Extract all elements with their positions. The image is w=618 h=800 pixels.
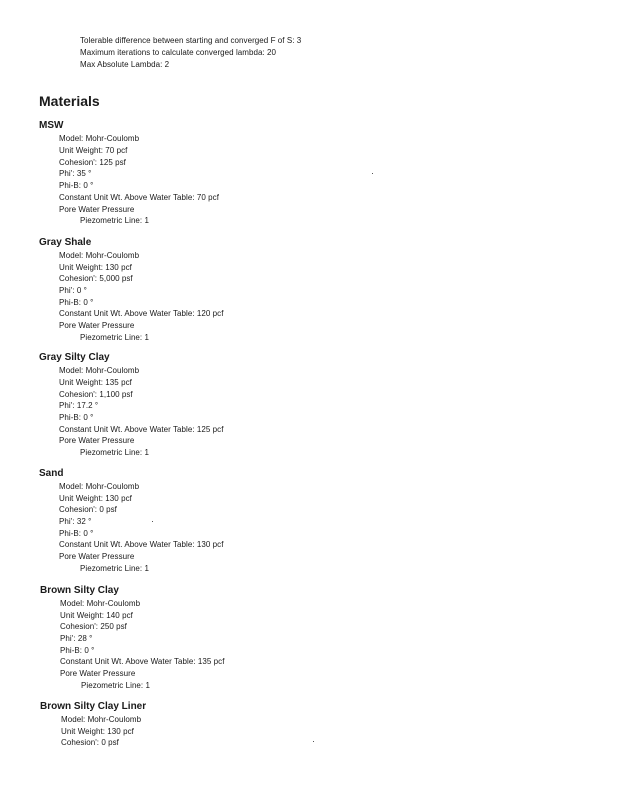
material-pore-water: Pore Water Pressure (59, 321, 135, 330)
material-constant-unit-wt: Constant Unit Wt. Above Water Table: 130 pcf (59, 540, 224, 549)
material-model: Model: Mohr-Coulomb (59, 482, 140, 491)
material-model: Model: Mohr-Coulomb (60, 599, 141, 608)
material-title: Brown Silty Clay (40, 585, 119, 596)
header-line: Tolerable difference between starting and converged F of S: 3 (80, 36, 302, 45)
material-unit-weight: Unit Weight: 130 pcf (61, 727, 134, 736)
material-piezometric: Piezometric Line: 1 (81, 681, 150, 690)
material-phi: Phi': 28 ° (60, 634, 93, 643)
material-pore-water: Pore Water Pressure (59, 436, 135, 445)
material-model: Model: Mohr-Coulomb (59, 366, 140, 375)
header-line: Max Absolute Lambda: 2 (80, 60, 170, 69)
material-pore-water: Pore Water Pressure (59, 205, 135, 214)
material-cohesion: Cohesion': 0 psf (59, 505, 117, 514)
material-constant-unit-wt: Constant Unit Wt. Above Water Table: 70 pcf (59, 193, 220, 202)
material-piezometric: Piezometric Line: 1 (80, 333, 149, 342)
material-model: Model: Mohr-Coulomb (59, 134, 140, 143)
material-title: Gray Silty Clay (39, 352, 110, 363)
material-unit-weight: Unit Weight: 70 pcf (59, 146, 128, 155)
material-phi-b: Phi-B: 0 ° (59, 413, 94, 422)
scan-speck (313, 741, 314, 742)
material-phi: Phi': 17.2 ° (59, 401, 99, 410)
section-title: Materials (39, 93, 100, 109)
material-unit-weight: Unit Weight: 130 pcf (59, 494, 132, 503)
material-phi-b: Phi-B: 0 ° (59, 529, 94, 538)
material-model: Model: Mohr-Coulomb (59, 251, 140, 260)
material-model: Model: Mohr-Coulomb (61, 715, 142, 724)
material-title: Gray Shale (39, 237, 92, 248)
header-line: Maximum iterations to calculate converged lambda: 20 (80, 48, 277, 57)
material-piezometric: Piezometric Line: 1 (80, 564, 149, 573)
material-phi: Phi': 32 ° (59, 517, 92, 526)
material-piezometric: Piezometric Line: 1 (80, 448, 149, 457)
material-constant-unit-wt: Constant Unit Wt. Above Water Table: 125 pcf (59, 425, 224, 434)
material-constant-unit-wt: Constant Unit Wt. Above Water Table: 120 pcf (59, 309, 224, 318)
scan-speck (152, 521, 153, 522)
material-piezometric: Piezometric Line: 1 (80, 216, 149, 225)
material-unit-weight: Unit Weight: 135 pcf (59, 378, 132, 387)
material-constant-unit-wt: Constant Unit Wt. Above Water Table: 135 pcf (60, 657, 225, 666)
material-phi-b: Phi-B: 0 ° (59, 181, 94, 190)
material-cohesion: Cohesion': 125 psf (59, 158, 126, 167)
material-pore-water: Pore Water Pressure (60, 669, 136, 678)
material-title: Brown Silty Clay Liner (40, 701, 147, 712)
material-cohesion: Cohesion': 250 psf (60, 622, 127, 631)
material-phi-b: Phi-B: 0 ° (60, 646, 95, 655)
material-title: MSW (39, 120, 64, 131)
material-unit-weight: Unit Weight: 130 pcf (59, 263, 132, 272)
material-pore-water: Pore Water Pressure (59, 552, 135, 561)
material-title: Sand (39, 468, 64, 479)
material-cohesion: Cohesion': 5,000 psf (59, 274, 133, 283)
material-cohesion: Cohesion': 0 psf (61, 738, 119, 747)
scan-speck (372, 173, 373, 174)
material-phi: Phi': 0 ° (59, 286, 87, 295)
material-phi-b: Phi-B: 0 ° (59, 298, 94, 307)
material-phi: Phi': 35 ° (59, 169, 92, 178)
material-cohesion: Cohesion': 1,100 psf (59, 390, 133, 399)
material-unit-weight: Unit Weight: 140 pcf (60, 611, 133, 620)
